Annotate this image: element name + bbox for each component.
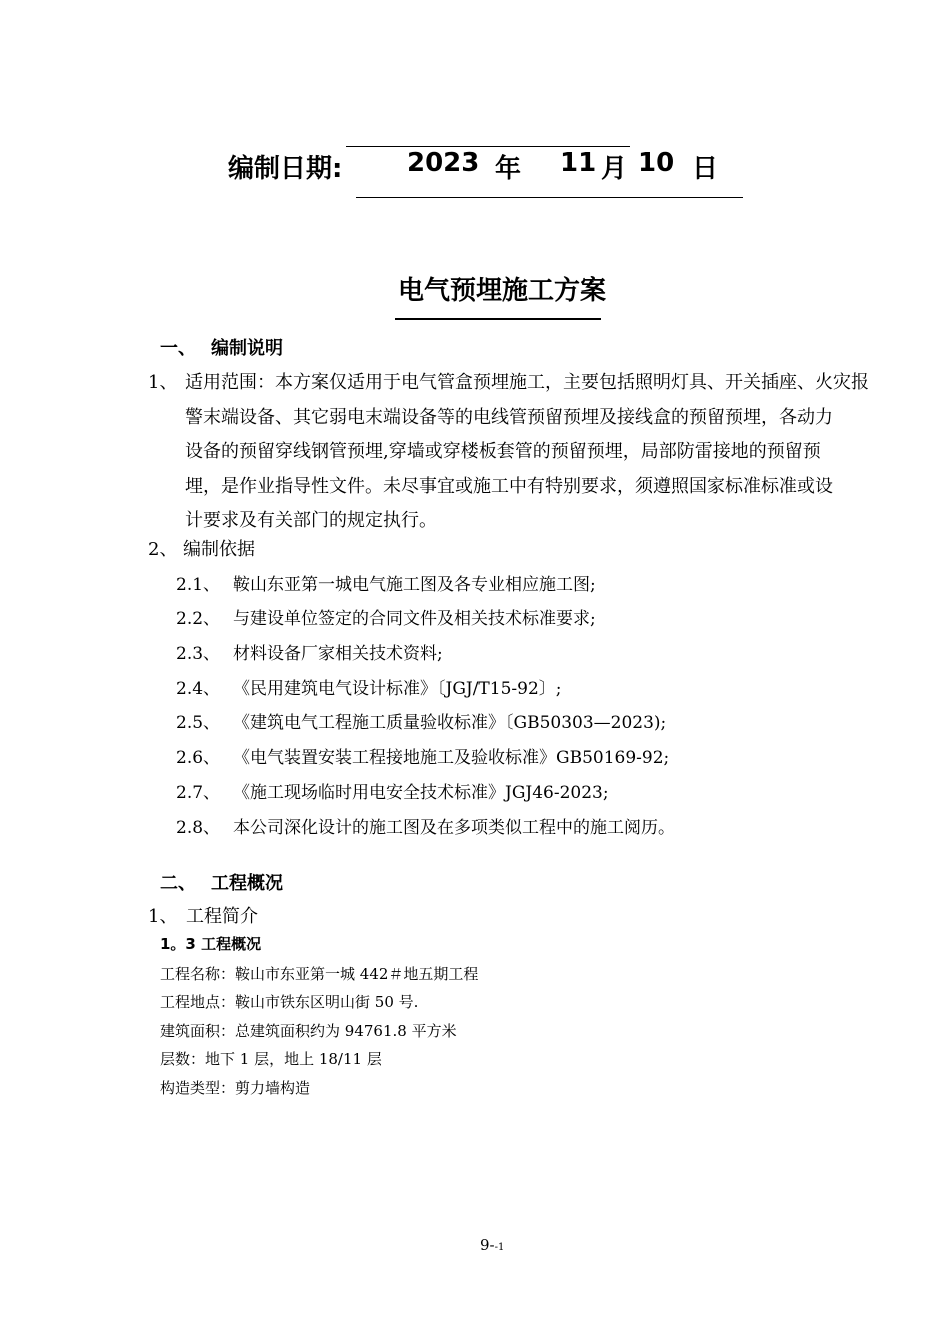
date-top-rule bbox=[346, 146, 630, 147]
item2-label: 编制依据 bbox=[183, 539, 255, 560]
scope-line: 埋，是作业指导性文件。未尽事宜或施工中有特别要求，须遵照国家标准标准或设 bbox=[185, 475, 833, 497]
basis-text: 《民用建筑电气设计标准》〔JGJ/T15-92〕; bbox=[233, 679, 562, 699]
basis-number: 2.5、 bbox=[176, 713, 221, 733]
project-detail: 工程地点：鞍山市铁东区明山街 50 号. bbox=[160, 993, 419, 1011]
basis-number: 2.6、 bbox=[176, 748, 221, 768]
basis-text: 《电气装置安装工程接地施工及验收标准》GB50169-92; bbox=[233, 748, 670, 768]
scope-text bbox=[185, 366, 905, 539]
date-day: 10 bbox=[638, 148, 675, 178]
scope-line: 警末端设备、其它弱电末端设备等的电线管预留预埋及接线盒的预留预埋，各动力 bbox=[185, 406, 833, 428]
scope-line: 设备的预留穿线钢管预埋,穿墙或穿楼板套管的预留预埋，局部防雷接地的预留预 bbox=[185, 441, 821, 462]
basis-number: 2.7、 bbox=[176, 783, 221, 803]
project-intro-number: 1、 bbox=[148, 906, 178, 927]
section1-heading-number: 一、 bbox=[160, 338, 196, 359]
page-number-suffix: -1 bbox=[494, 1242, 505, 1253]
date-month: 11 bbox=[560, 148, 597, 178]
date-label: 编制日期: bbox=[228, 154, 343, 184]
project-detail: 构造类型：剪力墙构造 bbox=[160, 1079, 311, 1097]
basis-text: 《建筑电气工程施工质量验收标准》〔GB50303—2023); bbox=[233, 713, 667, 733]
date-bottom-rule bbox=[356, 197, 743, 198]
document-title: 电气预埋施工方案 bbox=[398, 276, 607, 306]
section2-heading: 工程概况 bbox=[211, 873, 283, 894]
basis-number: 2.8、 bbox=[176, 818, 221, 838]
basis-number: 2.3、 bbox=[176, 644, 221, 664]
project-detail: 建筑面积：总建筑面积约为 94761.8 平方米 bbox=[160, 1022, 457, 1040]
project-detail: 层数：地下 1 层，地上 18/11 层 bbox=[160, 1050, 382, 1068]
basis-number: 2.2、 bbox=[176, 609, 221, 629]
basis-text: 材料设备厂家相关技术资料; bbox=[233, 644, 443, 664]
basis-number: 2.1、 bbox=[176, 575, 221, 595]
date-month-unit: 月 bbox=[601, 154, 628, 184]
basis-text: 《施工现场临时用电安全技术标准》JGJ46-2023; bbox=[233, 783, 609, 803]
section2-heading-number: 二、 bbox=[160, 873, 196, 894]
title-underline bbox=[395, 318, 601, 320]
scope-line: 适用范围：本方案仅适用于电气管盒预埋施工，主要包括照明灯具、开关插座、火灾报 bbox=[185, 372, 869, 393]
project-detail: 工程名称：鞍山市东亚第一城 442＃地五期工程 bbox=[160, 965, 479, 983]
page-number-main: 9- bbox=[480, 1236, 495, 1254]
date-year-unit: 年 bbox=[495, 154, 522, 184]
basis-text: 本公司深化设计的施工图及在多项类似工程中的施工阅历。 bbox=[233, 818, 675, 838]
item2-number: 2、 bbox=[148, 539, 178, 560]
item1-number: 1、 bbox=[148, 372, 178, 393]
page-number bbox=[480, 1236, 504, 1254]
project-intro-label: 工程简介 bbox=[186, 906, 258, 927]
date-day-unit: 日 bbox=[692, 154, 719, 184]
basis-text: 与建设单位签定的合同文件及相关技术标准要求; bbox=[233, 609, 596, 629]
basis-text: 鞍山东亚第一城电气施工图及各专业相应施工图; bbox=[233, 575, 596, 595]
scope-line: 计要求及有关部门的规定执行。 bbox=[185, 510, 437, 531]
date-year: 2023 bbox=[407, 148, 480, 178]
section1-heading: 编制说明 bbox=[211, 338, 283, 359]
basis-number: 2.4、 bbox=[176, 679, 221, 699]
overview-subheading: 1。3 工程概况 bbox=[160, 935, 262, 953]
